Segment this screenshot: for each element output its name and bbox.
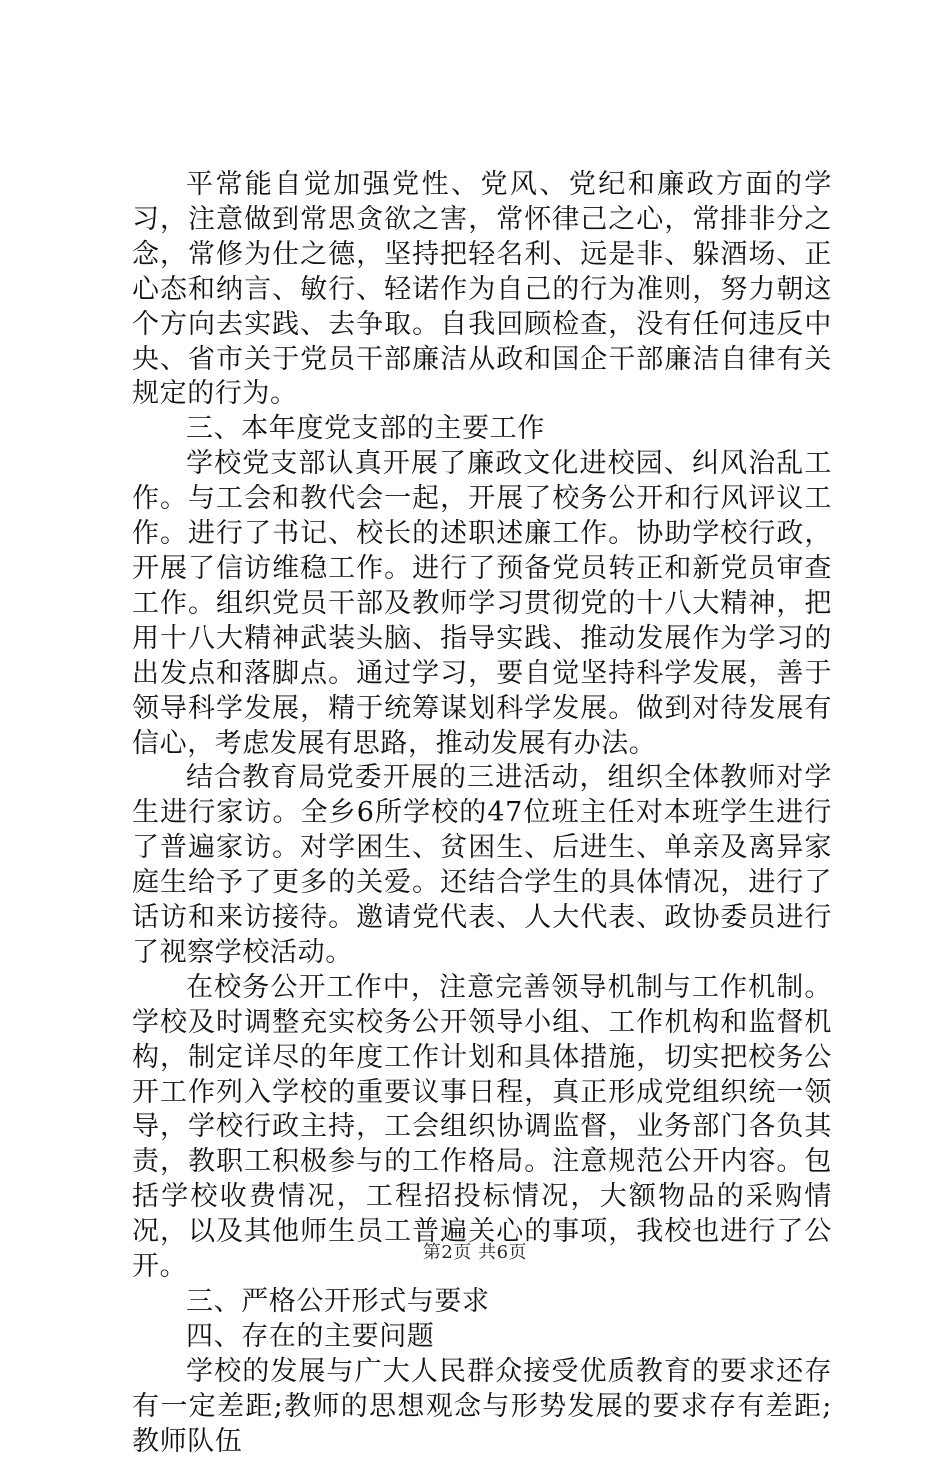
paragraph-school-affairs: 在校务公开工作中，注意完善领导机制与工作机制。学校及时调整充实校务公开领导小组、工作机构和监督机构，制定详尽的年度工作计划和具体措施，切实把校务公开工作列入学校的重要议事日程，真正形成党组织统一领导，学校行政主持，工会组织协调监督，业务部门各负其责，教职工积极参与的工作格局。注意规范公开内容。包括学校收费情况，工程招投标情况，大额物品的采购情况，以及其他师生员工普遍关心的事项，我校也进行了公开。: [132, 971, 832, 1283]
paragraph-self-review: 平常能自觉加强党性、党风、党纪和廉政方面的学习，注意做到常思贪欲之害，常怀律己之心，常排非分之念，常修为仕之德，坚持把轻名利、远是非、躲酒场、正心态和纳言、敏行、轻诺作为自己的行为准则，努力朝这个方向去实践、去争取。自我回顾检查，没有任何违反中央、省市关于党员干部廉洁从政和国企干部廉洁自律有关规定的行为。: [132, 169, 832, 410]
page-number-footer: 第2页 共6页: [422, 1242, 528, 1263]
section-heading-annual-work: 三、本年度党支部的主要工作: [186, 413, 545, 445]
paragraph-home-visits: 结合教育局党委开展的三进活动，组织全体教师对学生进行家访。全乡6所学校的47位班主任对本班学生进行了普遍家访。对学困生、贫困生、后进生、单亲及离异家庭生给予了更多的关爱。还结合学生的具体情况，进行了话访和来访接待。邀请党代表、人大代表、政协委员进行了视察学校活动。: [132, 762, 832, 968]
document-body: [132, 168, 832, 1460]
paragraph-branch-work: 学校党支部认真开展了廉政文化进校园、纠风治乱工作。与工会和教代会一起，开展了校务公开和行风评议工作。进行了书记、校长的述职述廉工作。协助学校行政，开展了信访维稳工作。进行了预备党员转正和新党员审查工作。组织党员干部及教师学习贯彻党的十八大精神，把用十八大精神武装头脑、指导实践、推动发展作为学习的出发点和落脚点。通过学习，要自觉坚持科学发展，善于领导科学发展，精于统筹谋划科学发展。做到对待发展有信心，考虑发展有思路，推动发展有办法。: [132, 448, 832, 759]
paragraph-problems: 学校的发展与广大人民群众接受优质教育的要求还存有一定差距;教师的思想观念与形势发展的要求存有差距;教师队伍: [132, 1355, 832, 1457]
section-heading-disclosure: 三、严格公开形式与要求: [186, 1286, 490, 1317]
section-heading-problems: 四、存在的主要问题: [186, 1320, 435, 1352]
